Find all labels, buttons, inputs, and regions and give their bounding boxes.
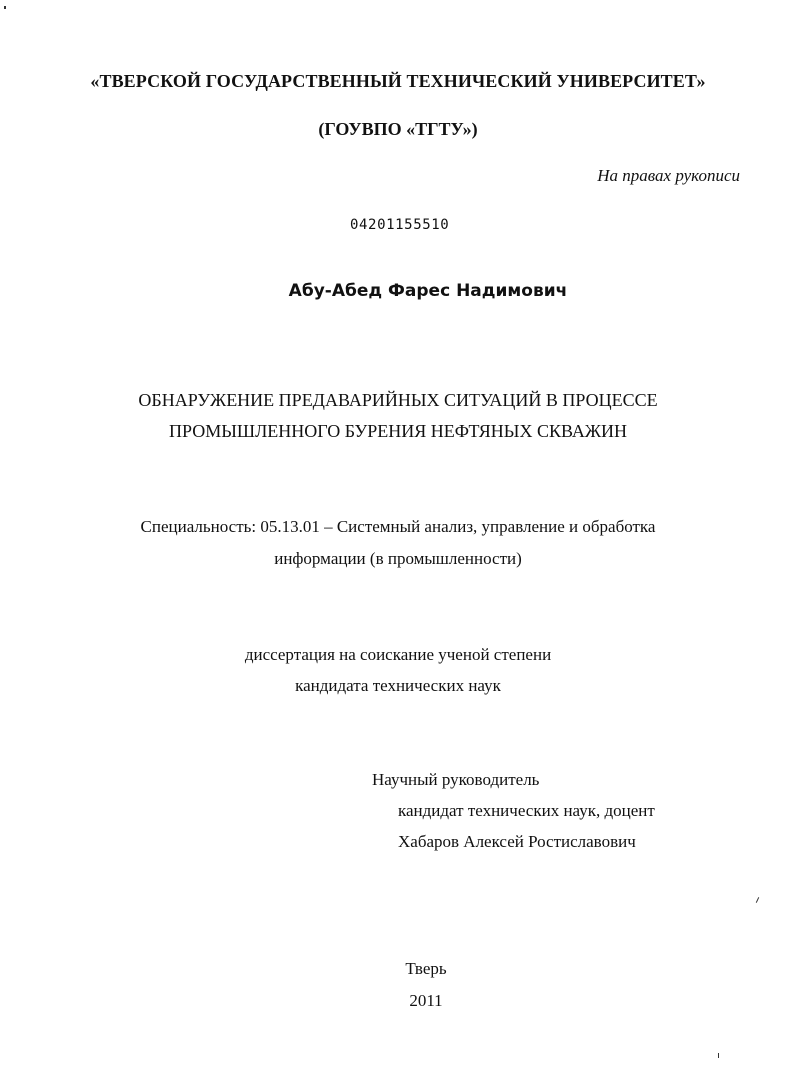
- manuscript-note: На правах рукописи: [597, 166, 740, 185]
- dissertation-title-line-2: ПРОМЫШЛЕННОГО БУРЕНИЯ НЕФТЯНЫХ СКВАЖИН: [169, 421, 627, 441]
- specialty-line-2: информации (в промышленности): [274, 549, 522, 568]
- supervisor-name: Хабаров Алексей Ростиславович: [398, 832, 636, 851]
- supervisor-title: кандидат технических наук, доцент: [398, 801, 655, 820]
- author-name: Абу-Абед Фарес Надимович: [288, 281, 568, 301]
- degree-line-2: кандидата технических наук: [295, 676, 501, 695]
- document-code: 04201155510: [350, 217, 450, 233]
- city: Тверь: [405, 959, 447, 978]
- university-name: «ТВЕРСКОЙ ГОСУДАРСТВЕННЫЙ ТЕХНИЧЕСКИЙ УНИВЕРСИТЕТ»: [90, 71, 706, 91]
- dissertation-title-line-1: ОБНАРУЖЕНИЕ ПРЕДАВАРИЙНЫХ СИТУАЦИЙ В ПРОЦЕССЕ: [138, 390, 658, 410]
- speck-mark: [718, 1053, 719, 1058]
- supervisor-heading: Научный руководитель: [372, 770, 540, 789]
- degree-line-1: диссертация на соискание ученой степени: [244, 645, 552, 664]
- year: 2011: [409, 991, 443, 1010]
- speck-mark: [756, 897, 759, 903]
- speck-mark: [4, 6, 6, 9]
- university-abbreviation: (ГОУВПО «ТГТУ»): [318, 119, 478, 139]
- specialty-line-1: Специальность: 05.13.01 – Системный анализ, управление и обработка: [140, 517, 656, 536]
